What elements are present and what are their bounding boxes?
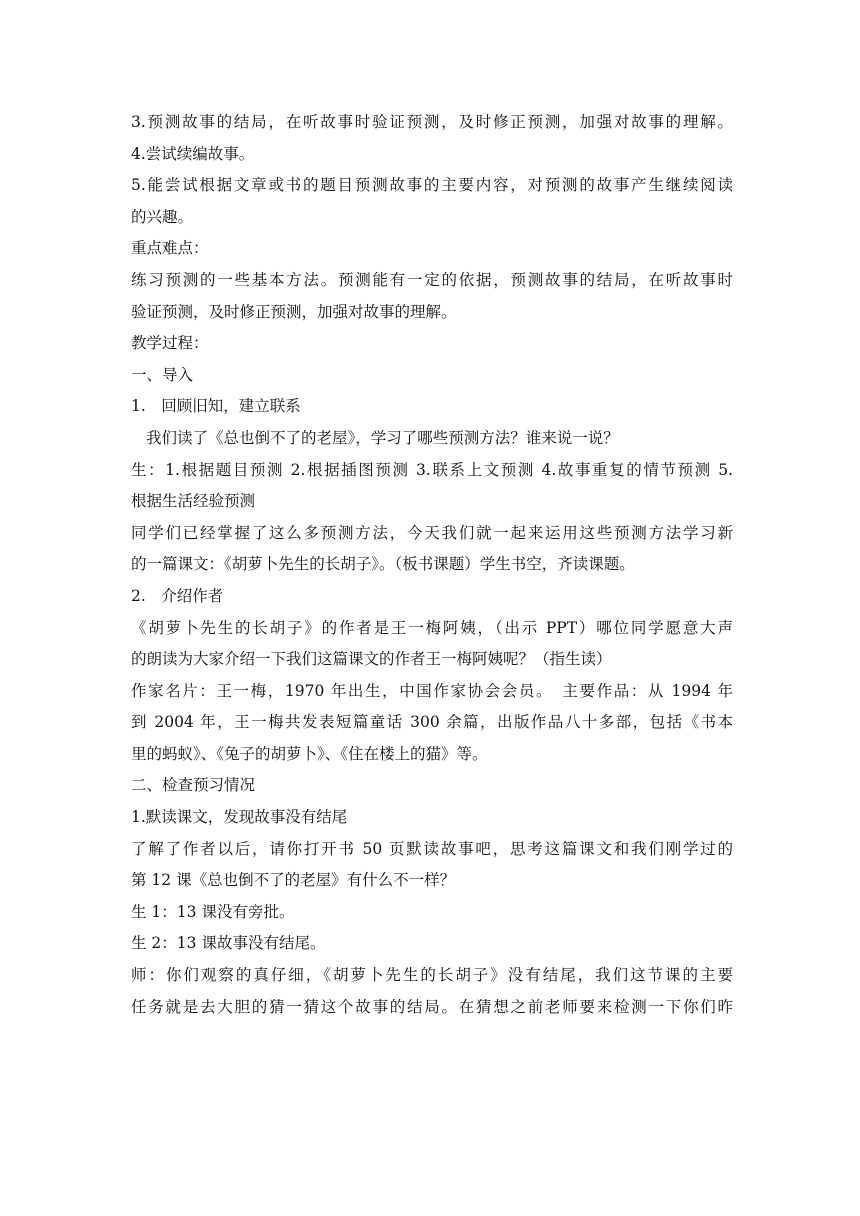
- text-line: 生 1：13 课没有旁批。: [131, 902, 295, 921]
- text-line: 的朗读为大家介绍一下我们这篇课文的作者王一梅阿姨呢？（指生读）: [131, 650, 612, 669]
- text-line: 3.预测故事的结局，在听故事时验证预测，及时修正预测，加强对故事的理解。: [131, 113, 733, 131]
- text-line: 《胡萝卜先生的长胡子》的作者是王一梅阿姨，（出示 PPT）哪位同学愿意大声: [131, 618, 733, 637]
- text-line: 到 2004 年，王一梅共发表短篇童话 300 余篇，出版作品八十多部，包括《书本: [131, 713, 733, 732]
- text-line: 1. 回顾旧知，建立联系: [131, 397, 301, 416]
- text-line: 同学们已经掌握了这么多预测方法，今天我们就一起来运用这些预测方法学习新: [131, 523, 733, 542]
- text-line: 第 12 课《总也倒不了的老屋》有什么不一样？: [131, 871, 456, 890]
- text-line: 里的蚂蚁》、《兔子的胡萝卜》、《住在楼上的猫》等。: [131, 744, 488, 763]
- text-line: 的一篇课文：《胡萝卜先生的长胡子》。（板书课题）学生书空，齐读课题。: [131, 555, 635, 574]
- text-line: 的兴趣。: [131, 207, 194, 226]
- text-line: 1.默读课文，发现故事没有结尾: [131, 808, 348, 827]
- text-line: 2. 介绍作者: [131, 586, 224, 605]
- text-line: 验证预测，及时修正预测，加强对故事的理解。: [131, 302, 457, 321]
- text-line: 任务就是去大胆的猜一猜这个故事的结局。在猜想之前老师要来检测一下你们昨: [131, 997, 733, 1016]
- text-line: 一、导入: [131, 365, 194, 384]
- text-line: 生：1.根据题目预测 2.根据插图预测 3.联系上文预测 4.故事重复的情节预测 5.: [131, 460, 733, 479]
- text-line: 师：你们观察的真仔细，《胡萝卜先生的长胡子》没有结尾，我们这节课的主要: [131, 966, 733, 985]
- text-line: 二、检查预习情况: [131, 776, 256, 795]
- text-line: 5.能尝试根据文章或书的题目预测故事的主要内容，对预测的故事产生继续阅读: [131, 176, 733, 195]
- text-line: 生 2：13 课故事没有结尾。: [131, 934, 326, 953]
- text-line: 教学过程：: [131, 334, 209, 353]
- document-page: [131, 107, 733, 1023]
- text-line: 根据生活经验预测: [131, 492, 256, 511]
- text-line: 我们读了《总也倒不了的老屋》，学习了哪些预测方法？谁来说一说？: [146, 428, 619, 447]
- text-line: 了解了作者以后，请你打开书 50 页默读故事吧，思考这篇课文和我们刚学过的: [131, 839, 733, 858]
- text-line: 4.尝试续编故事。: [131, 144, 255, 163]
- text-line: 作家名片：王一梅，1970 年出生，中国作家协会会员。 主要作品：从 1994 年: [131, 681, 733, 700]
- text-line: 重点难点：: [131, 239, 209, 258]
- text-line: 练习预测的一些基本方法。预测能有一定的依据，预测故事的结局，在听故事时: [131, 270, 733, 289]
